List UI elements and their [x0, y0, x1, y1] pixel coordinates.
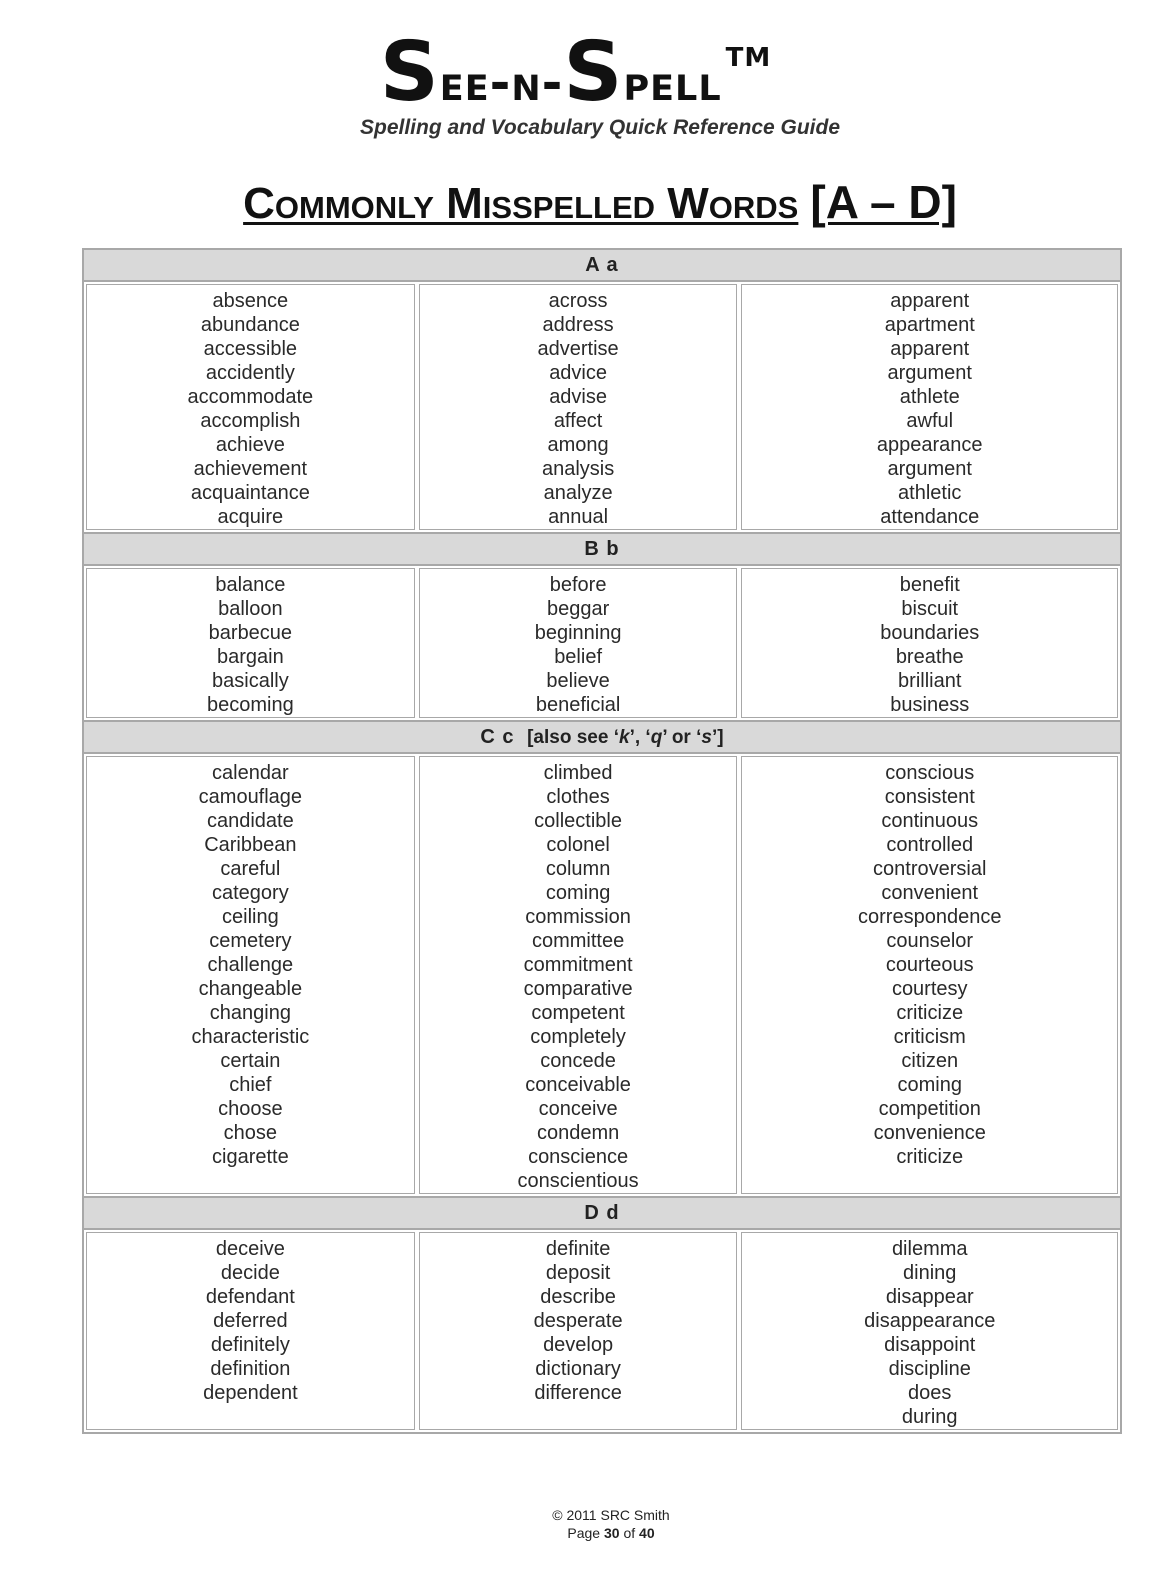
- word-entry: commitment: [523, 954, 633, 976]
- logo-first-s: S: [379, 25, 440, 120]
- word-entry: deferred: [213, 1310, 288, 1332]
- word-entry: definition: [210, 1358, 291, 1380]
- word-entry: accessible: [203, 338, 298, 360]
- note-q: q: [650, 727, 663, 748]
- logo-ee-n: ee-n-: [439, 54, 564, 112]
- word-entry: brilliant: [898, 670, 962, 692]
- see-n-spell-logo: [0, 18, 1151, 123]
- word-entry: achieve: [215, 434, 285, 456]
- word-entry: business: [890, 694, 970, 716]
- section-d-column-1: [86, 1232, 415, 1430]
- note-sep-1: ’, ‘: [629, 727, 651, 748]
- word-entry: characteristic: [191, 1026, 310, 1048]
- word-entry: definitely: [210, 1334, 290, 1356]
- word-entry: deposit: [545, 1262, 611, 1284]
- word-entry: believe: [546, 670, 610, 692]
- word-entry: clothes: [546, 786, 610, 808]
- section-a-row: [84, 282, 1120, 532]
- word-entry: condemn: [536, 1122, 620, 1144]
- word-entry: chief: [229, 1074, 272, 1096]
- word-entry: changeable: [198, 978, 303, 1000]
- word-entry: attendance: [880, 506, 980, 528]
- word-entry: careful: [220, 858, 281, 880]
- word-entry: acquaintance: [190, 482, 310, 504]
- copyright-notice: © 2011 SRC Smith: [552, 1507, 670, 1523]
- word-entry: counselor: [886, 930, 974, 952]
- word-entry: breathe: [895, 646, 964, 668]
- word-entry: among: [547, 434, 609, 456]
- word-entry: coming: [545, 882, 611, 904]
- section-b-column-3: [741, 568, 1118, 718]
- word-entry: apartment: [884, 314, 975, 336]
- word-entry: criticism: [893, 1026, 966, 1048]
- page-subtitle: Spelling and Vocabulary Quick Reference Guide: [359, 116, 841, 139]
- word-entry: citizen: [901, 1050, 959, 1072]
- note-s: s: [701, 727, 712, 748]
- word-entry: analysis: [541, 458, 615, 480]
- word-entry: beggar: [546, 598, 610, 620]
- word-entry: apparent: [890, 290, 970, 312]
- word-entry: correspondence: [858, 906, 1002, 928]
- word-entry: changing: [209, 1002, 291, 1024]
- word-entry: abundance: [200, 314, 300, 336]
- word-entry: cemetery: [209, 930, 292, 952]
- word-entry: beginning: [534, 622, 622, 644]
- word-entry: during: [901, 1406, 958, 1428]
- word-entry: concede: [540, 1050, 616, 1072]
- word-entry: absence: [212, 290, 289, 312]
- word-entry: address: [542, 314, 614, 336]
- word-entry: dining: [903, 1262, 957, 1284]
- word-entry: Caribbean: [204, 834, 297, 856]
- word-entry: balloon: [218, 598, 283, 620]
- section-d-row: [84, 1230, 1120, 1432]
- word-entry: develop: [543, 1334, 614, 1356]
- page-number: [0, 1524, 1151, 1542]
- word-entry: continuous: [881, 810, 979, 832]
- word-entry: awful: [906, 410, 954, 432]
- word-entry: controversial: [873, 858, 987, 880]
- note-sep-2: ’ or ‘: [662, 727, 702, 748]
- word-entry: category: [212, 882, 289, 904]
- section-d-column-3: [741, 1232, 1118, 1430]
- word-entry: competition: [878, 1098, 981, 1120]
- word-entry: biscuit: [901, 598, 959, 620]
- word-entry: cigarette: [212, 1146, 289, 1168]
- word-entry: chose: [223, 1122, 278, 1144]
- word-entry: desperate: [533, 1310, 623, 1332]
- word-entry: comparative: [523, 978, 633, 1000]
- word-entry: calendar: [212, 762, 289, 784]
- word-entry: balance: [215, 574, 286, 596]
- word-entry: criticize: [896, 1146, 964, 1168]
- word-entry: appearance: [876, 434, 983, 456]
- section-heading-b: B b: [84, 532, 1120, 566]
- section-c-row: [84, 754, 1120, 1196]
- word-entry: colonel: [546, 834, 610, 856]
- word-entry: courteous: [885, 954, 974, 976]
- word-entry: becoming: [207, 694, 294, 716]
- section-b-column-2: [419, 568, 738, 718]
- word-entry: achievement: [193, 458, 308, 480]
- word-entry: dilemma: [891, 1238, 968, 1260]
- section-a-column-1: [86, 284, 415, 530]
- section-d-column-2: [419, 1232, 738, 1430]
- logo-second-s: S: [563, 25, 624, 120]
- section-a-column-3: [741, 284, 1118, 530]
- word-entry: disappearance: [864, 1310, 996, 1332]
- section-c-column-3: [741, 756, 1118, 1194]
- section-c-letter: C c: [480, 726, 515, 748]
- word-entry: challenge: [207, 954, 294, 976]
- word-entry: accidently: [205, 362, 295, 384]
- section-b-column-1: [86, 568, 415, 718]
- word-entry: conceivable: [525, 1074, 631, 1096]
- word-entry: controlled: [886, 834, 974, 856]
- word-entry: consistent: [884, 786, 975, 808]
- word-entry: courtesy: [891, 978, 968, 1000]
- word-entry: defendant: [205, 1286, 295, 1308]
- word-entry: convenience: [873, 1122, 986, 1144]
- word-entry: disappoint: [884, 1334, 976, 1356]
- word-entry: advice: [549, 362, 607, 384]
- word-entry: decide: [220, 1262, 280, 1284]
- word-entry: candidate: [206, 810, 294, 832]
- word-entry: benefit: [899, 574, 960, 596]
- word-entry: conscious: [885, 762, 975, 784]
- section-c-column-2: [419, 756, 738, 1194]
- word-entry: affect: [553, 410, 603, 432]
- page-title: [0, 172, 1151, 234]
- word-entry: choose: [218, 1098, 283, 1120]
- word-entry: boundaries: [880, 622, 980, 644]
- word-entry: barbecue: [208, 622, 293, 644]
- word-entry: ceiling: [222, 906, 279, 928]
- title-text: Commonly Misspelled Words: [243, 179, 799, 228]
- section-heading-a: A a: [84, 250, 1120, 282]
- word-entry: describe: [540, 1286, 616, 1308]
- word-entry: committee: [531, 930, 625, 952]
- word-entry: across: [548, 290, 608, 312]
- title-range: [A – D]: [810, 176, 957, 228]
- word-entry: definite: [545, 1238, 611, 1260]
- word-entry: advertise: [537, 338, 619, 360]
- section-c-column-1: [86, 756, 415, 1194]
- word-entry: athlete: [899, 386, 960, 408]
- section-c-see-also-note: [527, 727, 723, 748]
- section-heading-c: [84, 720, 1120, 754]
- word-entry: beneficial: [535, 694, 621, 716]
- word-entry: apparent: [890, 338, 970, 360]
- word-entry: coming: [897, 1074, 962, 1096]
- word-entry: column: [545, 858, 611, 880]
- word-entry: competent: [531, 1002, 625, 1024]
- word-entry: completely: [530, 1026, 626, 1048]
- word-entry: difference: [534, 1382, 622, 1404]
- word-entry: convenient: [881, 882, 979, 904]
- word-entry: before: [549, 574, 607, 596]
- word-table: [82, 248, 1122, 1434]
- word-entry: discipline: [888, 1358, 971, 1380]
- word-entry: conceive: [538, 1098, 618, 1120]
- logo-pell: pell: [623, 54, 722, 112]
- word-entry: commission: [525, 906, 631, 928]
- word-entry: argument: [887, 362, 972, 384]
- word-entry: conscientious: [517, 1170, 639, 1192]
- trademark-mark: TM: [725, 43, 772, 73]
- word-entry: athletic: [898, 482, 962, 504]
- word-entry: accomplish: [200, 410, 301, 432]
- word-entry: climbed: [543, 762, 613, 784]
- note-close: ’]: [711, 727, 724, 748]
- page-current: 30: [603, 1525, 620, 1541]
- note-open: [also see ‘: [527, 727, 619, 748]
- word-entry: dependent: [203, 1382, 298, 1404]
- word-entry: criticize: [896, 1002, 964, 1024]
- word-entry: deceive: [215, 1238, 285, 1260]
- page-label: Page: [567, 1525, 601, 1541]
- word-entry: belief: [554, 646, 602, 668]
- note-k: k: [619, 727, 630, 748]
- section-a-column-2: [419, 284, 738, 530]
- word-entry: basically: [212, 670, 289, 692]
- word-entry: camouflage: [198, 786, 303, 808]
- word-entry: annual: [548, 506, 609, 528]
- page-total: 40: [639, 1525, 655, 1541]
- page-of: of: [623, 1525, 636, 1541]
- word-entry: conscience: [528, 1146, 629, 1168]
- section-heading-d: D d: [84, 1196, 1120, 1230]
- section-b-row: [84, 566, 1120, 720]
- word-entry: accommodate: [187, 386, 314, 408]
- word-entry: dictionary: [535, 1358, 621, 1380]
- word-entry: argument: [887, 458, 972, 480]
- word-entry: analyze: [543, 482, 613, 504]
- word-entry: collectible: [534, 810, 622, 832]
- word-entry: disappear: [885, 1286, 974, 1308]
- page-footer: [0, 1506, 1151, 1542]
- word-entry: advise: [549, 386, 607, 408]
- word-entry: certain: [220, 1050, 281, 1072]
- word-entry: acquire: [217, 506, 284, 528]
- word-entry: bargain: [217, 646, 284, 668]
- word-entry: does: [908, 1382, 952, 1404]
